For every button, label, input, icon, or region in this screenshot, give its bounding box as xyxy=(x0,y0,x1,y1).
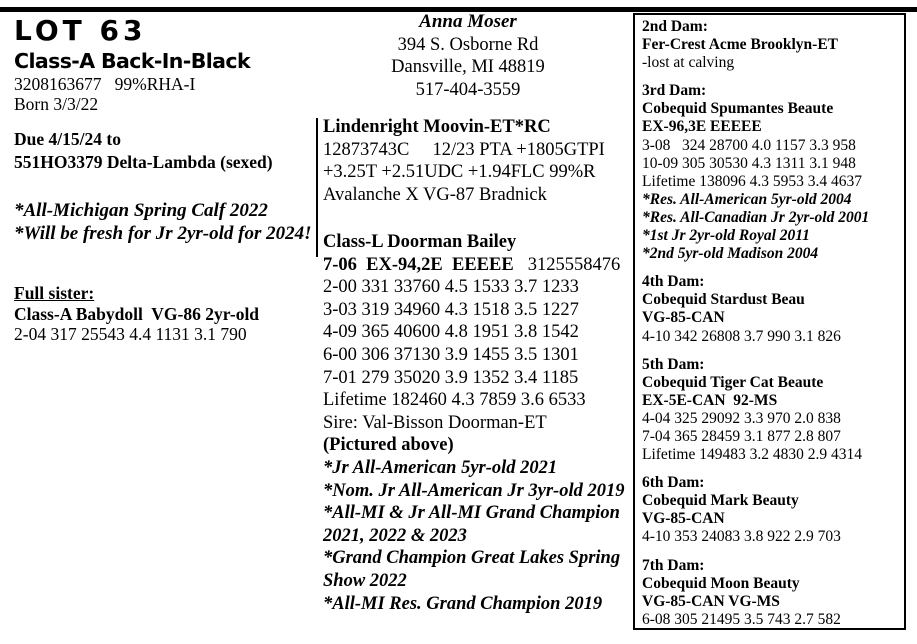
dam-record-line: 2-00 331 33760 4.5 1533 3.7 1233 xyxy=(323,277,579,298)
dam-entry-3rd xyxy=(642,82,898,263)
dam-name: Class-L Doorman Bailey xyxy=(323,232,517,252)
dam-entry-name: Cobequid Spumantes Beaute xyxy=(642,100,834,118)
dam-award-line: *Jr All-American 5yr-old 2021 xyxy=(323,457,558,478)
dam-record-line: 7-01 279 35020 3.9 1352 3.4 1185 xyxy=(323,367,579,388)
dam-entry-record: -lost at calving xyxy=(642,54,735,72)
dam-entry-award: *2nd 5yr-old Madison 2004 xyxy=(642,245,819,263)
sire-data-line: +3.25T +2.51UDC +1.94FLC 99%R xyxy=(323,162,596,183)
dam-award-line: *All-MI Res. Grand Champion 2019 xyxy=(323,593,603,614)
dam-block xyxy=(323,231,635,615)
dam-award-line: *All-MI & Jr All-MI Grand Champion 2021, 2022 & 2023 xyxy=(323,503,625,546)
service-sire-line: 551HO3379 Delta-Lambda (sexed) xyxy=(14,152,273,172)
lot-header xyxy=(14,14,314,114)
full-sister-record: 2-04 317 25543 4.4 1131 3.1 790 xyxy=(14,324,247,344)
consignor-phone: 517-404-3559 xyxy=(415,79,521,100)
dam-entry-award: *Res. All-American 5yr-old 2004 xyxy=(642,190,852,208)
due-block xyxy=(14,128,324,174)
consignor-city: Dansville, MI 48819 xyxy=(391,57,545,77)
dam-entry-record: 6-08 305 21495 3.5 743 2.7 582 xyxy=(642,610,841,628)
dam-entry-record: 4-04 325 29092 3.3 970 2.0 838 xyxy=(642,409,841,427)
dam-entry-5th xyxy=(642,356,898,465)
note-line: *Will be fresh for Jr 2yr-old for 2024! xyxy=(14,223,312,244)
dam-record-line: 4-09 365 40600 4.8 1951 3.8 1542 xyxy=(323,322,579,343)
full-sister-block xyxy=(14,283,324,345)
dam-entry-score: VG-85-CAN xyxy=(642,510,725,528)
dam-entry-award: *Res. All-Canadian Jr 2yr-old 2001 xyxy=(642,208,870,226)
dam-entry-award: *1st Jr 2yr-old Royal 2011 xyxy=(642,227,810,245)
dam-entry-6th xyxy=(642,474,898,546)
dam-entry-name: Cobequid Tiger Cat Beaute xyxy=(642,373,824,391)
registration-line: 3208163677 99%RHA-I xyxy=(14,74,196,94)
dam-entry-title: 5th Dam: xyxy=(642,355,705,373)
dam-entry-title: 2nd Dam: xyxy=(642,18,708,35)
dam-entry-score: EX-5E-CAN 92-MS xyxy=(642,391,778,409)
due-line: Due 4/15/24 to xyxy=(14,129,121,149)
born-line: Born 3/3/22 xyxy=(14,93,99,114)
dam-entry-4th xyxy=(642,273,898,345)
dam-entry-title: 6th Dam: xyxy=(642,474,705,492)
dam-sire-note: Sire: Val-Bisson Doorman-ET xyxy=(323,412,547,433)
pedigree-bracket-line xyxy=(316,118,318,257)
dam-entry-score: EX-96,3E EEEEE xyxy=(642,118,762,136)
dam-entry-title: 3rd Dam: xyxy=(642,82,707,100)
dam-record-line: 3-03 319 34960 4.3 1518 3.5 1227 xyxy=(323,299,579,320)
note-line: *All-Michigan Spring Calf 2022 xyxy=(14,200,268,221)
lot-number: LOT 63 xyxy=(14,14,147,47)
full-sister-name: Class-A Babydoll VG-86 2yr-old xyxy=(14,303,260,324)
consignor-name: Anna Moser xyxy=(419,11,517,32)
dam-entry-score: VG-85-CAN VG-MS xyxy=(642,592,780,610)
dam-entry-title: 4th Dam: xyxy=(642,273,705,291)
dam-entry-name: Fer-Crest Acme Brooklyn-ET xyxy=(642,36,839,54)
dam-lifetime-line: Lifetime 182460 4.3 7859 3.6 6533 xyxy=(323,390,586,411)
sire-block xyxy=(323,116,631,206)
consignor-address: 394 S. Osborne Rd xyxy=(397,34,539,55)
animal-name: Class-A Back-In-Black xyxy=(14,49,250,73)
dam-registration: 3125558476 xyxy=(527,254,621,275)
dam-record-line: 6-00 306 37130 3.9 1455 3.5 1301 xyxy=(323,344,579,365)
dam-score: 7-06 EX-94,2E EEEEE xyxy=(323,254,514,275)
dam-entry-record: 10-09 305 30530 4.3 1311 3.1 948 xyxy=(642,154,856,172)
dam-score-line xyxy=(323,254,635,277)
dam-entry-record: 4-10 353 24083 3.8 922 2.9 703 xyxy=(642,528,841,546)
dam-entry-title: 7th Dam: xyxy=(642,556,705,574)
dam-entry-record: 4-10 342 26808 3.7 990 3.1 826 xyxy=(642,327,841,345)
full-sister-label: Full sister: xyxy=(14,283,95,303)
dam-entry-score: VG-85-CAN xyxy=(642,309,725,327)
dam-entry-name: Cobequid Moon Beauty xyxy=(642,574,800,592)
dam-entry-record: Lifetime 138096 4.3 5953 3.4 4637 xyxy=(642,172,862,190)
pictured-note: (Pictured above) xyxy=(323,435,454,456)
dam-award-line: *Grand Champion Great Lakes Spring Show 2022 xyxy=(323,548,625,591)
sire-data-line: 12873743C 12/23 PTA +1805GTPI xyxy=(323,139,605,160)
dam-entry-record: 7-04 365 28459 3.1 877 2.8 807 xyxy=(642,427,841,445)
dam-entry-record: Lifetime 149483 3.2 4830 2.9 4314 xyxy=(642,446,862,464)
sire-name: Lindenright Moovin-ET*RC xyxy=(323,117,551,137)
dam-award-line: *Nom. Jr All-American Jr 3yr-old 2019 xyxy=(323,480,625,501)
notes-block xyxy=(14,199,334,245)
dam-entry-7th xyxy=(642,557,898,629)
dam-entry-name: Cobequid Mark Beauty xyxy=(642,492,799,510)
sire-data-line: Avalanche X VG-87 Bradnick xyxy=(323,184,547,205)
dams-panel xyxy=(633,13,906,630)
consignor-contact xyxy=(318,11,618,101)
dam-entry-name: Cobequid Stardust Beau xyxy=(642,291,805,309)
dam-entry-record: 3-08 324 28700 4.0 1157 3.3 958 xyxy=(642,136,856,154)
dam-entry-2nd xyxy=(642,18,898,72)
